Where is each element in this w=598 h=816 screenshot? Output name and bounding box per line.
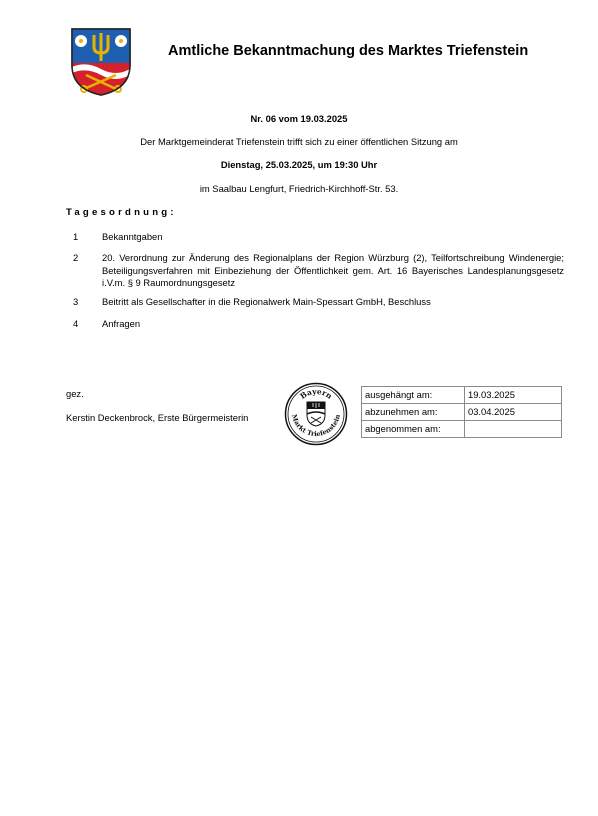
notice-intro: Der Marktgemeinderat Triefenstein trifft sich zu einer öffentlichen Sitzung am: [140, 136, 458, 147]
meeting-location: im Saalbau Lengfurt, Friedrich-Kirchhoff-Str. 53.: [199, 183, 399, 194]
agenda-item-number: 1: [73, 231, 79, 242]
posting-value: 03.04.2025: [465, 404, 562, 421]
seal-text-top: Bayern: [298, 386, 334, 401]
signature-gez: gez.: [66, 388, 84, 399]
agenda-item-text: Bekanntgaben: [102, 231, 163, 242]
notice-number: Nr. 06 vom 19.03.2025: [250, 113, 348, 124]
signer-name: Kerstin Deckenbrock, Erste Bürgermeisterin: [66, 412, 249, 423]
coat-of-arms-icon: [70, 27, 132, 97]
meeting-datetime: Dienstag, 25.03.2025, um 19:30 Uhr: [220, 159, 378, 170]
agenda-item-number: 3: [73, 296, 79, 307]
official-seal-icon: [284, 382, 348, 446]
posting-table: [361, 386, 562, 438]
agenda-heading: Tagesordnung:: [66, 207, 177, 218]
posting-label: abzunehmen am:: [362, 404, 465, 421]
posting-label: ausgehängt am:: [362, 387, 465, 404]
table-row: [362, 421, 562, 438]
posting-value: [465, 421, 562, 438]
agenda-item-text: Anfragen: [102, 318, 141, 329]
posting-label: abgenommen am:: [362, 421, 465, 438]
table-row: [362, 387, 562, 404]
agenda-item-number: 4: [73, 318, 79, 329]
agenda-item-text: 20. Verordnung zur Änderung des Regionalplans der Region Würzburg (2), Teilfortschreibung Windenergie; Beteiligungsverfahren mit Einbeziehung der Öffentlichkeit gem. Art. 16 Bayerisches Landesplanungsgesetz i.V.m. § 9 Raumordnungsgesetz: [102, 252, 564, 288]
seal-text-bottom: Markt Triefenstein: [289, 413, 342, 439]
posting-value: 19.03.2025: [465, 387, 562, 404]
agenda-item-number: 2: [73, 252, 79, 263]
page-title: Amtliche Bekanntmachung des Marktes Triefenstein: [168, 43, 529, 59]
table-row: [362, 404, 562, 421]
agenda-item-text: Beitritt als Gesellschafter in die Regionalwerk Main-Spessart GmbH, Beschluss: [102, 296, 431, 307]
